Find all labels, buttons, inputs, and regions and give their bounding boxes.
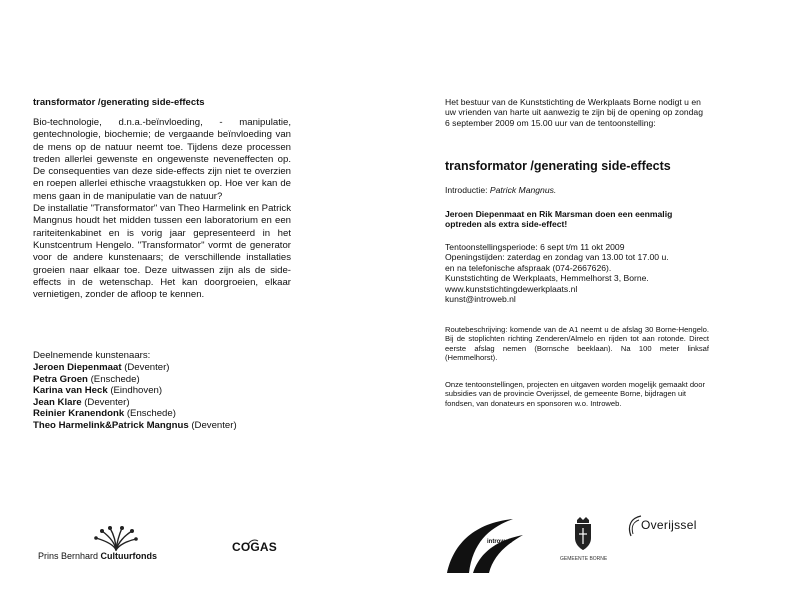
artist-name: Reinier Kranendonk bbox=[33, 408, 125, 419]
logo-text-cogas: COGAS bbox=[232, 540, 278, 554]
intro-paragraph-2: De installatie "Transformator" van Theo Harmelink en Patrick Mangnus houdt het midden tussen een laboratorium en een rariteitenkabinet en is vorig jaar gepresenteerd in het Kunstcentrum Hengelo. "Transformator" vormt de generator voor de andere kunstenaars; de verschillende installaties groeien naar elkaar toe. Deze uitwassen zijn als de side-effects in de wetenschap. Het kan doorgroeien, elkaar vernietigen, zonder de afloop te kennen. bbox=[33, 203, 291, 301]
left-title: transformator /generating side-effects bbox=[33, 97, 205, 108]
artist-name: Petra Groen bbox=[33, 373, 88, 385]
artist-city: (Deventer) bbox=[191, 419, 237, 431]
introduction-label: Introductie: bbox=[445, 185, 488, 195]
appointment-phone: en na telefonische afspraak (074-2667626). bbox=[445, 262, 612, 273]
artist-item bbox=[33, 408, 237, 420]
artist-item bbox=[33, 397, 237, 409]
coat-of-arms-icon bbox=[558, 516, 608, 554]
artists-list bbox=[33, 362, 237, 431]
left-intro-text bbox=[33, 117, 291, 301]
artist-city: (Enschede) bbox=[90, 373, 140, 385]
artist-name: Jean Klare bbox=[33, 396, 82, 408]
artist-city: (Enschede) bbox=[126, 408, 176, 419]
artist-item bbox=[33, 374, 237, 386]
logo-text-introweb: introweb bbox=[487, 539, 512, 545]
artist-name: Karina van Heck bbox=[33, 385, 108, 396]
exhibition-period: Tentoonstellingsperiode: 6 sept t/m 11 okt 2009 bbox=[445, 242, 625, 252]
exhibition-title: transformator /generating side-effects bbox=[445, 159, 671, 173]
artist-item bbox=[33, 420, 237, 432]
introduction-line bbox=[445, 185, 709, 195]
intro-paragraph-1: Bio-technologie, d.n.a.-beïnvloeding, - manipulatie, gentechnologie, biochemie; de vergaande beïnvloeding van de mens op de natuur neemt toe. Tijdens deze processen treden allerlei gewenste en ongewenste neveneffecten op. De consequenties van deze side-effects zijn niet te overzien en roepen allerlei ethische vraagstukken op. Hoe ver kan de mens gaan in de manipulatie van de natuur? bbox=[33, 117, 291, 202]
performance-note: Jeroen Diepenmaat en Rik Marsman doen een eenmalig optreden als extra side-effect! bbox=[445, 209, 673, 230]
provincie-overijssel-logo bbox=[627, 514, 697, 556]
invitation-text: Het bestuur van de Kunststichting de Werkplaats Borne nodigt u en uw vrienden van harte uit aanwezig te zijn bij de opening op zondag 6 september 2009 om 15.00 uur van de tentoonstelling: bbox=[445, 97, 703, 128]
route-description: Routebeschrijving: komende van de A1 neemt u de afslag 30 Borne-Hengelo. Bij de stoplichten richting Zenderen/Almelo en rijden tot aan rotonde. Direct eerste afslag nemen (Bornsche beeklaan). Na 100 meter linksaf (Hemmelhorst). bbox=[445, 325, 709, 363]
logo-text-cultuurfonds: Cultuurfonds bbox=[100, 551, 158, 561]
exhibition-info bbox=[445, 242, 709, 304]
artist-name: Jeroen Diepenmaat bbox=[33, 362, 122, 373]
artist-city: (Eindhoven) bbox=[110, 385, 163, 396]
artist-item bbox=[33, 362, 237, 374]
subsidy-note: Onze tentoonstellingen, projecten en uitgaven worden mogelijk gemaakt door subsidies van de provincie Overijssel, de gemeente Borne, bijdragen uit fondsen, van donateurs en sponsoren w.o. Introweb. bbox=[445, 380, 706, 408]
address: Kunststichting de Werkplaats, Hemmelhorst 3, Borne. bbox=[445, 273, 649, 284]
artist-name: Theo Harmelink&Patrick Mangnus bbox=[33, 419, 189, 431]
introduction-name: Patrick Mangnus. bbox=[489, 185, 557, 195]
artist-item bbox=[33, 385, 237, 397]
logo-text-prins-bernhard: Prins Bernhard bbox=[38, 551, 99, 561]
flower-icon bbox=[86, 525, 146, 551]
artist-city: (Deventer) bbox=[84, 396, 130, 408]
logo-text-overijssel: Overijssel bbox=[641, 518, 697, 532]
opening-hours: Openingstijden: zaterdag en zondag van 13.00 tot 17.00 u. bbox=[445, 252, 669, 263]
prins-bernhard-cultuurfonds-logo bbox=[38, 527, 198, 567]
introweb-logo bbox=[443, 515, 528, 575]
artists-heading: Deelnemende kunstenaars: bbox=[33, 350, 151, 361]
introweb-swoosh-icon bbox=[443, 515, 528, 575]
flame-icon bbox=[246, 538, 260, 546]
left-page bbox=[0, 0, 392, 607]
artist-city: (Deventer) bbox=[124, 362, 170, 373]
logo-text-borne: GEMEENTE BORNE bbox=[560, 556, 608, 562]
email-link[interactable]: kunst@introweb.nl bbox=[445, 294, 516, 305]
gemeente-borne-logo bbox=[558, 516, 608, 566]
cogas-logo bbox=[232, 538, 282, 562]
website-link[interactable]: www.kunststichtingdewerkplaats.nl bbox=[445, 283, 578, 294]
